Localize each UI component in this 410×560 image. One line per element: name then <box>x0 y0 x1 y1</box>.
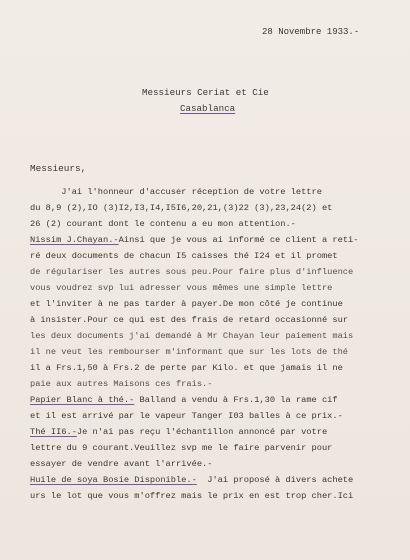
body-line: et l'inviter à ne pas tarder à payer.De mon côté je continue <box>30 299 343 309</box>
body-line: à insister.Pour ce qui est des frais de retard occasionné sur <box>30 315 349 325</box>
section-heading: Huile de soya Bosie Disponible.- <box>30 475 197 485</box>
body-line: Papier Blanc à thé.- Balland a vendu à Frs.1,30 la rame cif <box>30 395 338 405</box>
section-heading: Nissim J.Chayan.- <box>30 235 119 245</box>
body-line: essayer de vendre avant l'arrivée.- <box>30 459 213 469</box>
body-line: Huile de soya Bosie Disponible.- J'ai proposé à divers achete <box>30 475 354 485</box>
body-line: lettre du 9 courant.Veuillez svp me le faire parvenir pour <box>30 443 333 453</box>
body-line: les deux documents j'ai demandé à Mr Chayan leur paiement mais <box>30 331 354 341</box>
body-line: urs le lot que vous m'offrez mais le prix en est trop cher.Ici <box>30 491 354 501</box>
body-line: de régulariser les autres sous peu.Pour faire plus d'influence <box>30 267 354 277</box>
body-line: il ne veut les rembourser m'informant que sur les lots de thé <box>30 347 349 357</box>
section-heading: Thé II6.- <box>30 427 77 437</box>
body-line: J'ai l'honneur d'accuser réception de votre lettre <box>30 187 322 197</box>
body-line: du 8,9 (2),IO (3)I2,I3,I4,I5I6,20,21,(3)22 (3),23,24(2) et <box>30 203 333 213</box>
body-line: et il est arrivé par le vapeur Tanger I03 balles à ce prix.- <box>30 411 343 421</box>
recipient-city: Casablanca <box>180 103 236 114</box>
body-line: Nissim J.Chayan.-Ainsi que je vous ai informé ce client a reti- <box>30 235 359 245</box>
body-line: vous voudrez svp lui adresser vous mêmes une simple lettre <box>30 283 333 293</box>
letter-date: 28 Novembre 1933.- <box>262 27 360 37</box>
salutation: Messieurs, <box>30 163 87 174</box>
recipient-name: Messieurs Ceriat et Cie <box>142 87 269 98</box>
section-heading: Papier Blanc à thé.- <box>30 395 135 405</box>
body-line: Thé II6.-Je n'ai pas reçu l'échantillon annoncé par votre <box>30 427 328 437</box>
body-line: il a Frs.1,50 à Frs.2 de perte par Kilo. et que jamais il ne <box>30 363 343 373</box>
body-line: 26 (2) courant dont le contenu a eu mon attention.- <box>30 219 296 229</box>
body-line: paie aux autres Maisons ces frais.- <box>30 379 213 389</box>
body-line: ré deux documents de chacun I5 caisses thé I24 et il promet <box>30 251 338 261</box>
